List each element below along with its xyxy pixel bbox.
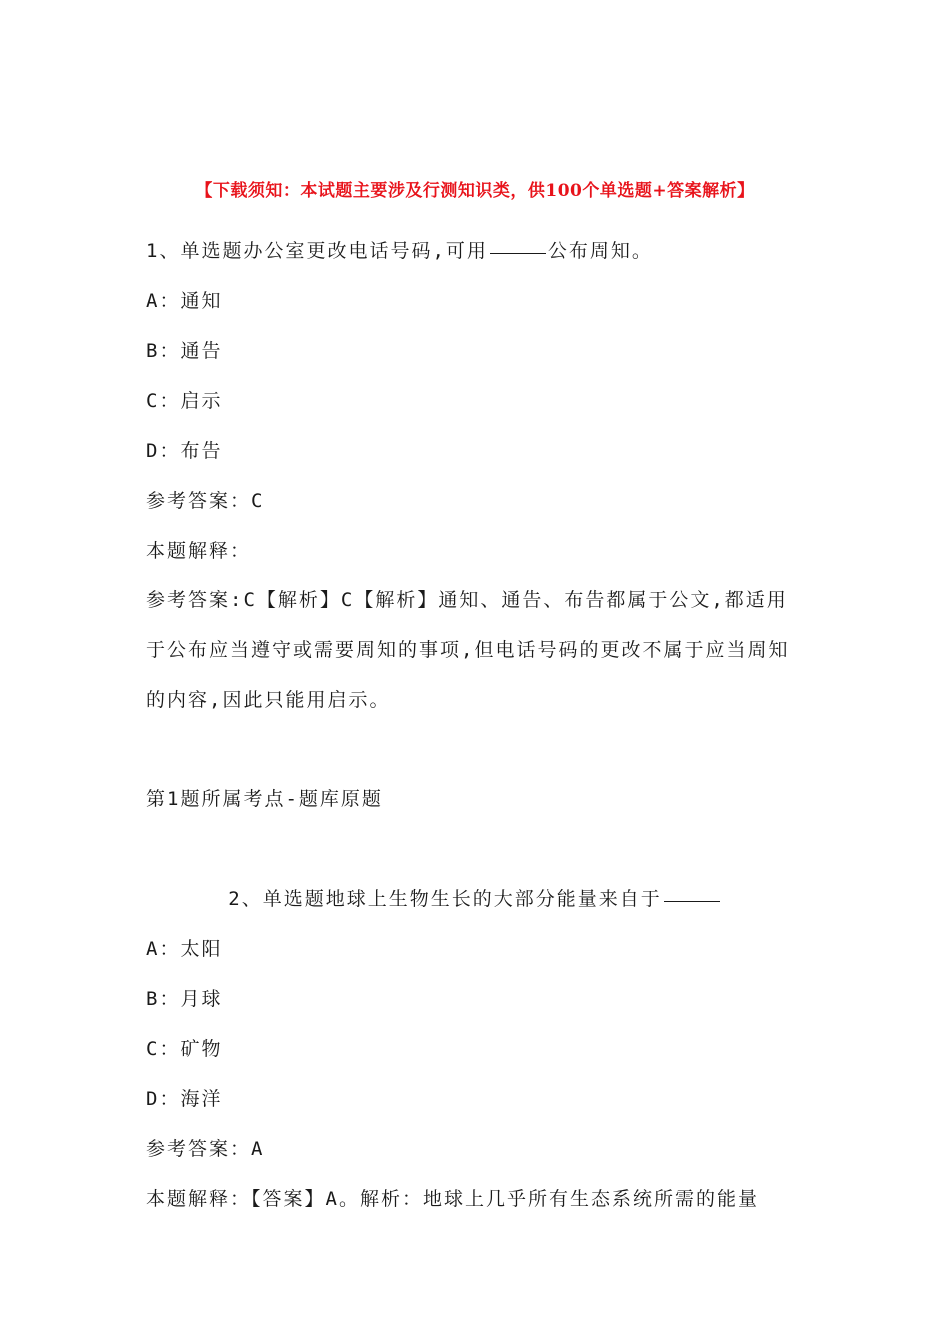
question-1-topic: 第1题所属考点-题库原题 — [146, 788, 383, 810]
question-2-stem — [0, 886, 950, 912]
question-1-explanation: 参考答案:C【解析】C【解析】通知、通告、布告都属于公文,都适用于公布应当遵守或需要周知的事项,但电话号码的更改不属于应当周知的内容,因此只能用启示。 — [146, 589, 790, 711]
question-1-stem-text: 1、单选题办公室更改电话号码,可用 — [146, 240, 488, 262]
question-2-option-d: D：海洋 — [146, 1088, 223, 1110]
question-2-explanation: 本题解释：【答案】A。解析：地球上几乎所有生态系统所需的能量 — [146, 1188, 759, 1210]
answer-blank — [664, 901, 720, 902]
question-2-option-a: A：太阳 — [146, 938, 223, 960]
question-1-option-c: C：启示 — [146, 390, 223, 412]
question-2-stem-text: 2、单选题地球上生物生长的大部分能量来自于 — [228, 888, 662, 910]
question-1-stem-tail: 公布周知。 — [547, 240, 653, 262]
question-1-option-d: D：布告 — [146, 440, 223, 462]
question-1-option-b: B：通告 — [146, 340, 223, 362]
question-2-answer: 参考答案：A — [146, 1138, 265, 1160]
question-1-stem — [146, 238, 653, 264]
download-notice: 【下载须知：本试题主要涉及行测知识类，供100个单选题+答案解析】 — [195, 181, 755, 201]
question-1-answer: 参考答案：C — [146, 490, 265, 512]
question-2-option-c: C：矿物 — [146, 1038, 223, 1060]
question-2-option-b: B：月球 — [146, 988, 223, 1010]
question-1-explanation-label: 本题解释： — [146, 540, 252, 562]
question-1-option-a: A：通知 — [146, 290, 223, 312]
answer-blank — [490, 253, 546, 254]
